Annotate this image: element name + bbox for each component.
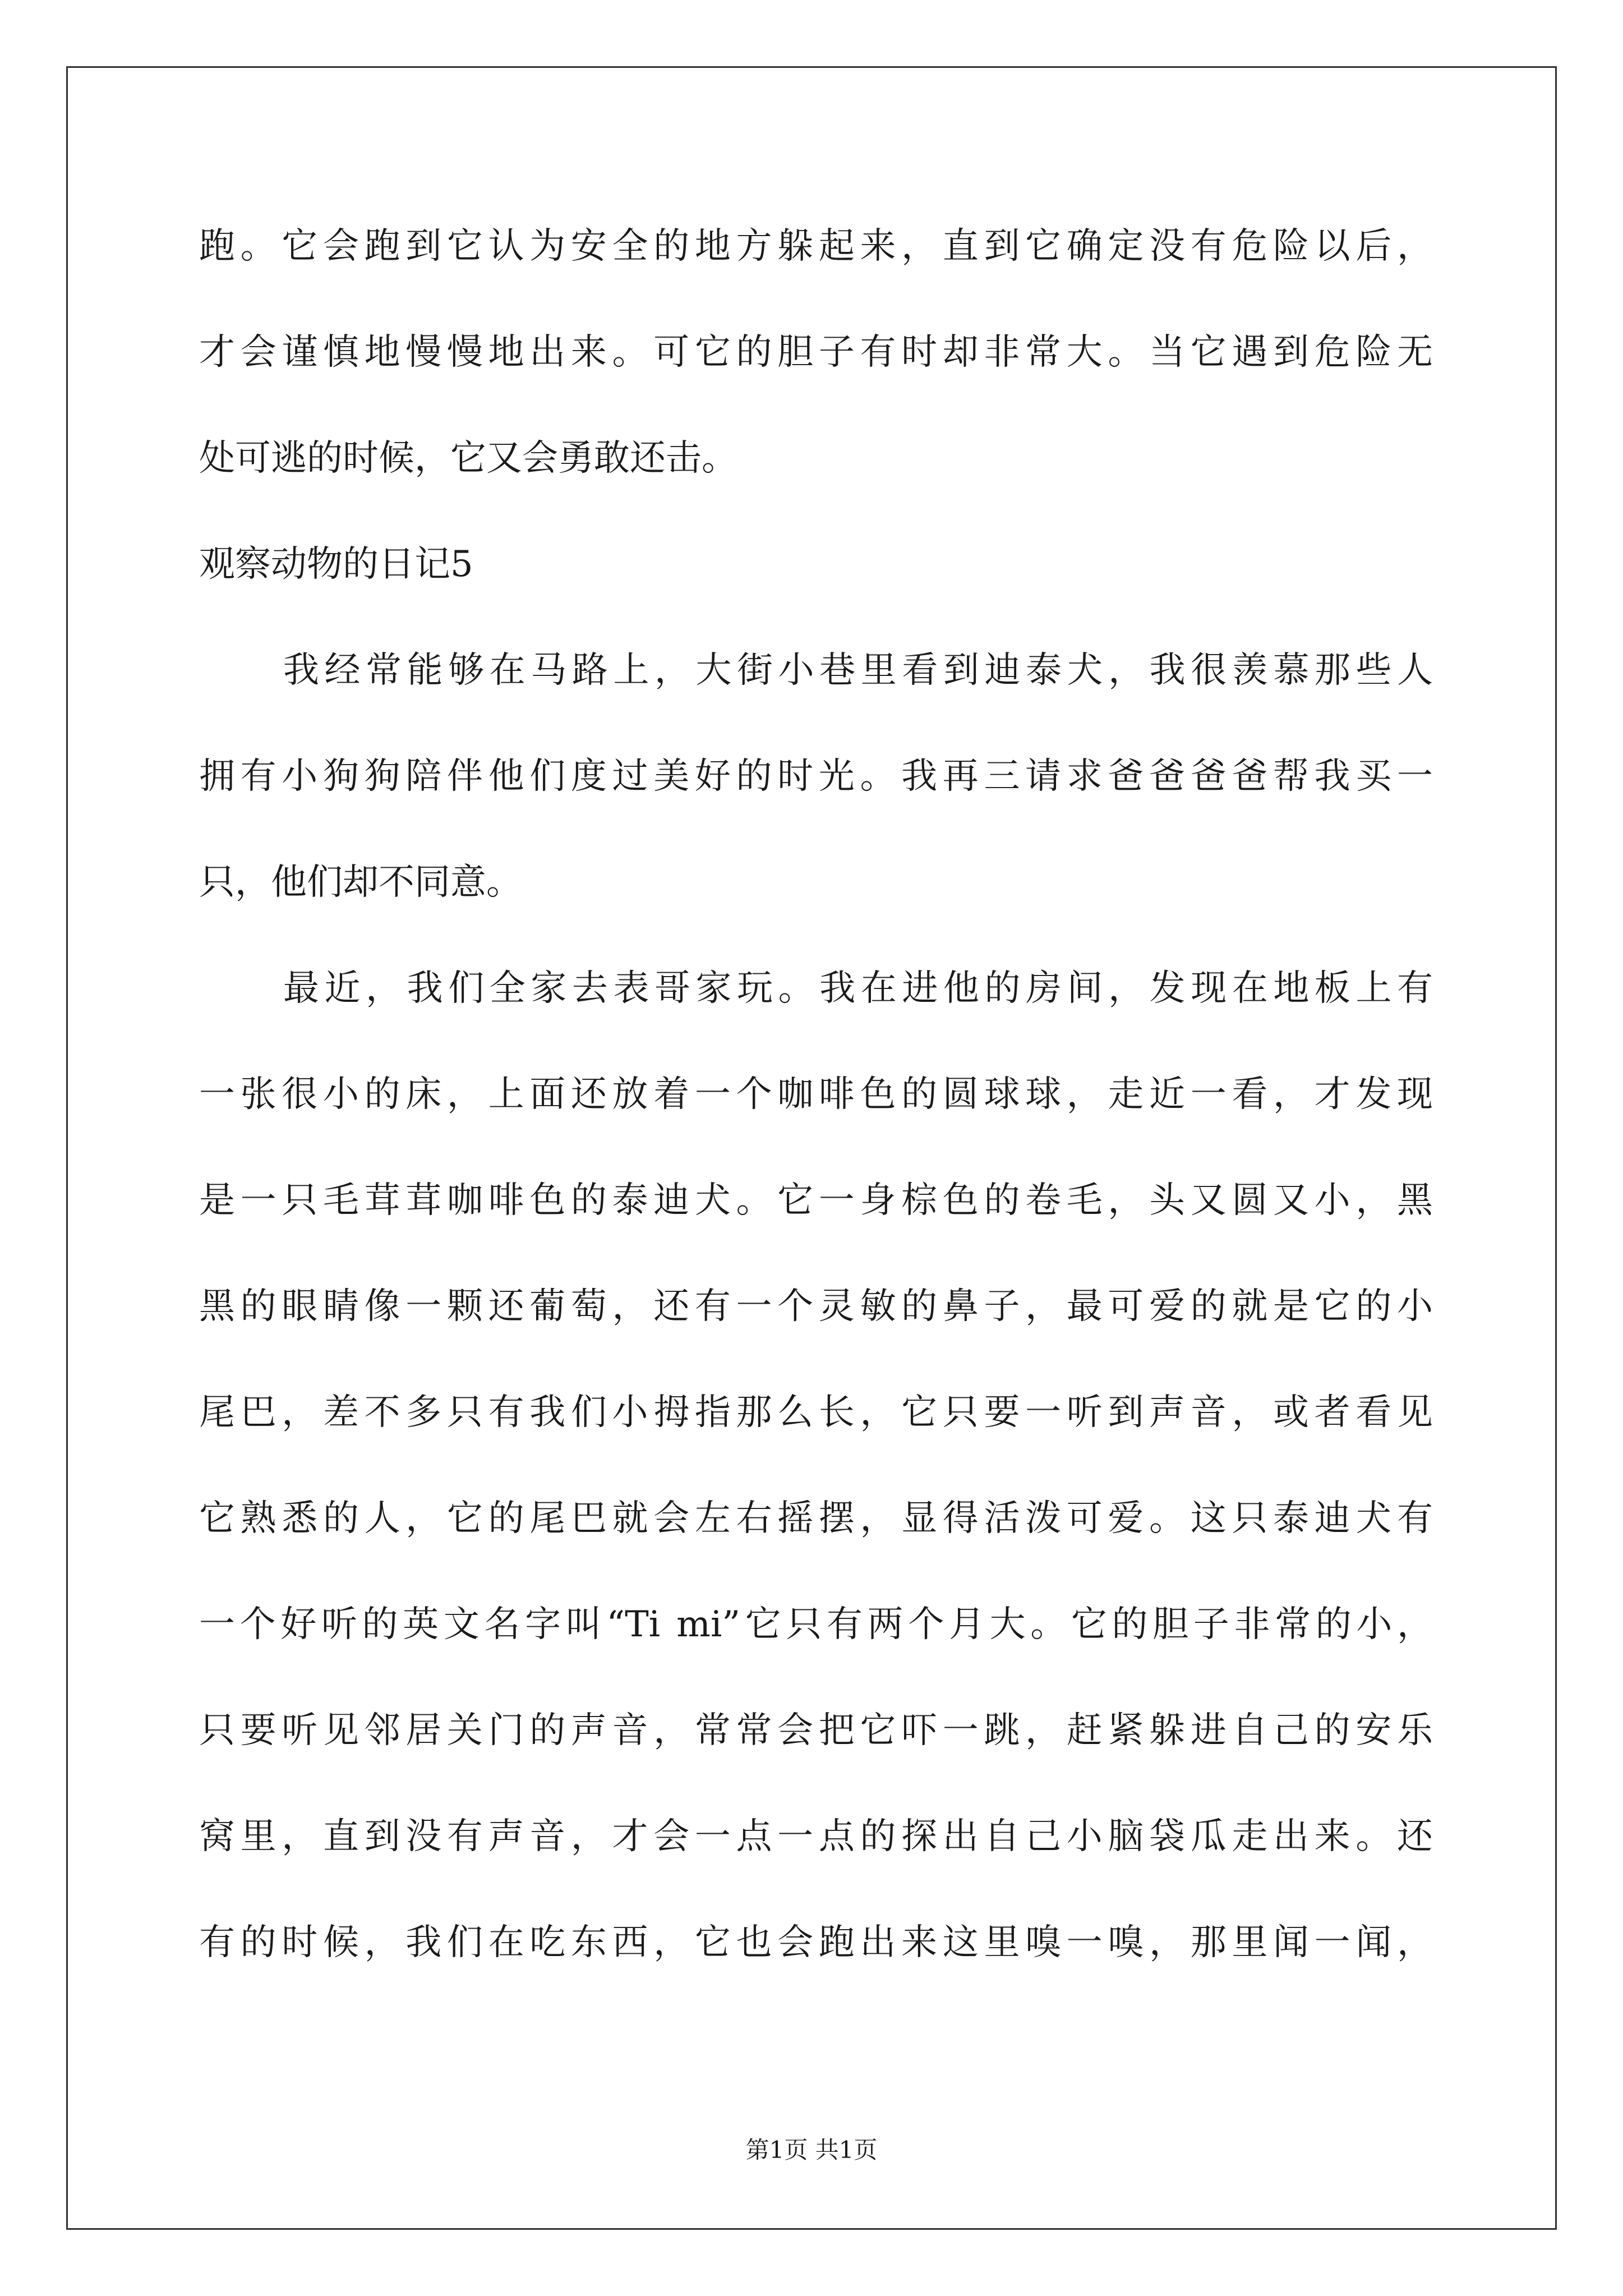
- text-line: 跑。它会跑到它认为安全的地方躲起来，直到它确定没有危险以后，: [199, 226, 1433, 267]
- text-line: 它熟悉的人，它的尾巴就会左右摇摆，显得活泼可爱。这只泰迪犬有: [199, 1498, 1433, 1539]
- text-line: 是一只毛茸茸咖啡色的泰迪犬。它一身棕色的卷毛，头又圆又小，黑: [199, 1180, 1433, 1221]
- text-line: 有的时候，我们在吃东西，它也会跑出来这里嗅一嗅，那里闻一闻，: [199, 1922, 1433, 1963]
- text-line: 处可逃的时候，它又会勇敢还击。: [199, 438, 737, 479]
- text-line: 拥有小狗狗陪伴他们度过美好的时光。我再三请求爸爸爸爸帮我买一: [199, 756, 1433, 797]
- text-line: 黑的眼睛像一颗还葡萄，还有一个灵敏的鼻子，最可爱的就是它的小: [199, 1286, 1433, 1327]
- text-line: 我经常能够在马路上，大街小巷里看到迪泰犬，我很羡慕那些人: [283, 650, 1433, 691]
- text-line: 窝里，直到没有声音，才会一点一点的探出自己小脑袋瓜走出来。还: [199, 1816, 1433, 1857]
- text-line: 尾巴，差不多只有我们小拇指那么长，它只要一听到声音，或者看见: [199, 1392, 1433, 1433]
- text-line: 只要听见邻居关门的声音，常常会把它吓一跳，赶紧躲进自己的安乐: [199, 1710, 1433, 1751]
- text-line: 最近，我们全家去表哥家玩。我在进他的房间，发现在地板上有: [283, 968, 1433, 1009]
- text-line: 一张很小的床，上面还放着一个咖啡色的圆球球，走近一看，才发现: [199, 1074, 1433, 1115]
- section-heading: 观察动物的日记5: [199, 544, 473, 585]
- page-footer: 第1页 共1页: [745, 2136, 878, 2164]
- text-line: 一个好听的英文名字叫“Ti mi”它只有两个月大。它的胆子非常的小，: [199, 1604, 1433, 1645]
- text-line: 只，他们却不同意。: [199, 862, 522, 903]
- text-line: 才会谨慎地慢慢地出来。可它的胆子有时却非常大。当它遇到危险无: [199, 332, 1433, 373]
- document-body: [199, 194, 1433, 1996]
